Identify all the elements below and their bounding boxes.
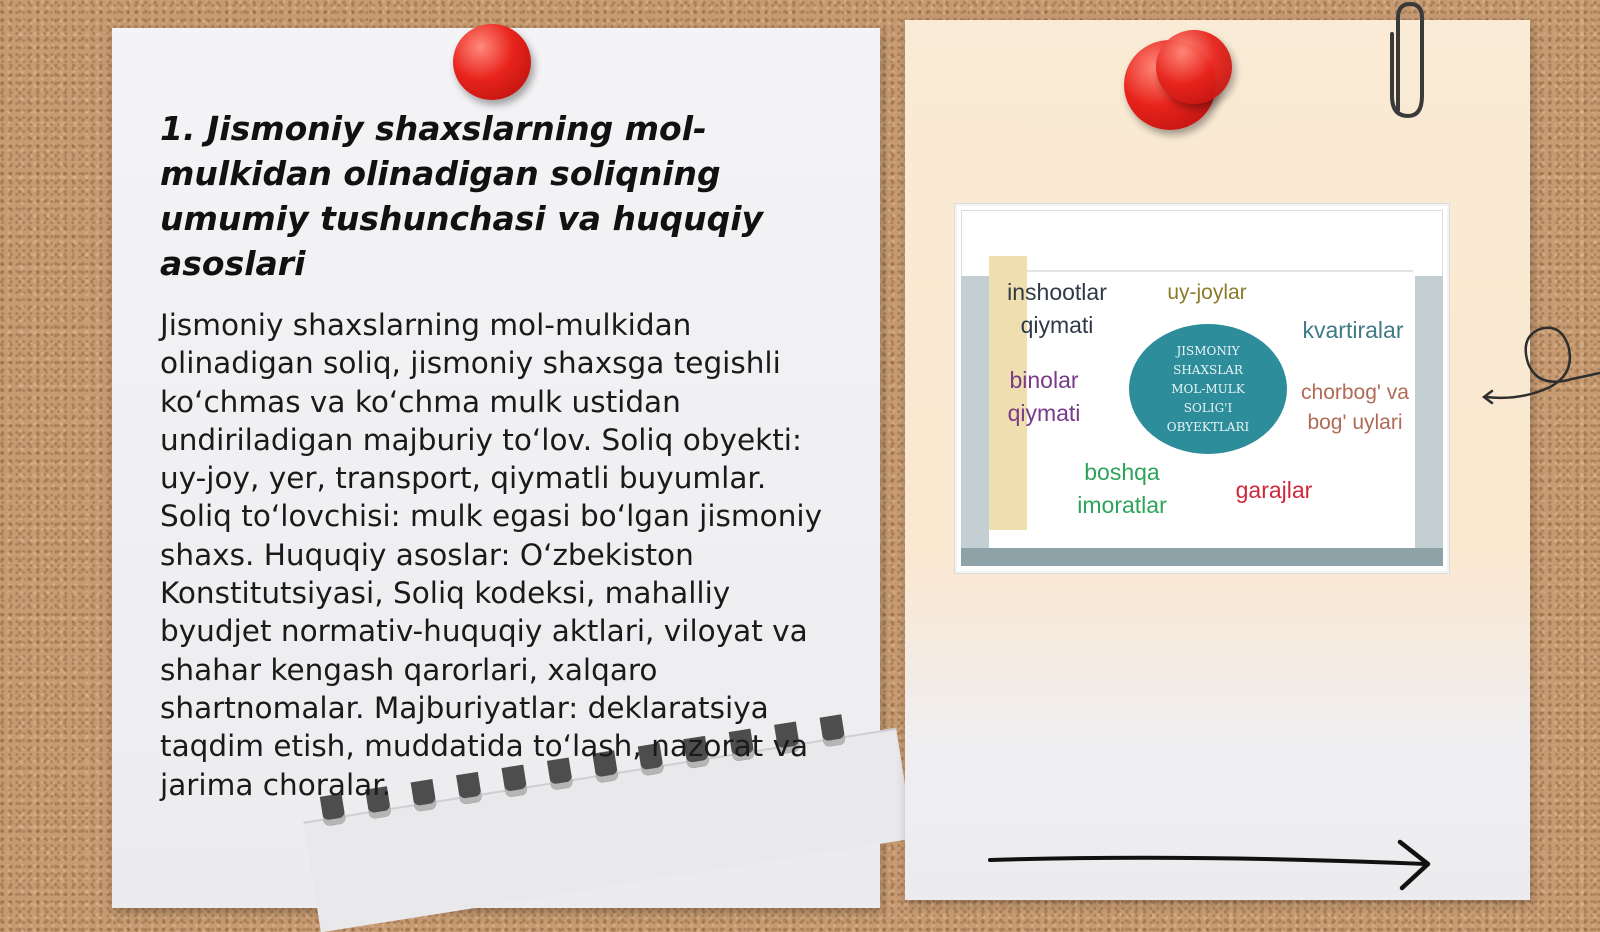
arrow-right-icon (986, 838, 1446, 898)
slide-body-text: Jismoniy shaxslarning mol-mulkidan olinadigan soliq, jismoniy shaxsga tegishli koʻchmas va koʻchma mulk ustidan undiriladigan majburiy toʻlov. Soliq obyekti: uy-joy, yer, transport, qiymatli buyumlar. Soliq toʻlovchisi: mulk egasi boʻlgan jismoniy shaxs. Huquqiy asoslar: Oʻzbekiston Konstitutsiyasi, Soliq kodeksi, mahalliy byudjet normativ-huquqiy aktlari, viloyat va shahar kengash qarorlari, xalqaro shartnomalar. Majburiyatlar: deklaratsiya taqdim etish, muddatida toʻlash, nazorat va jarima choralar. (160, 308, 823, 802)
diagram-label-chorbog: chorbog' va bog' uylari (1301, 381, 1409, 434)
pushpin-icon (453, 24, 531, 100)
diagram-label-boshqa: boshqa imoratlar (1077, 459, 1167, 518)
diagram-center-label: JISMONIY SHAXSLAR MOL-MULK SOLIG'I OBYEKTLARI (1166, 343, 1250, 434)
diagram-label-garajlar: garajlar (1235, 477, 1313, 503)
diagram-label-uy-joylar: uy-joylar (1167, 281, 1247, 304)
pushpin-icon (1156, 30, 1232, 104)
paperclip-icon (1376, 0, 1436, 130)
diagram-label-inshootlar: inshootlar qiymati (1007, 279, 1107, 338)
slide-title: 1. Jismoniy shaxslarning mol-mulkidan olinadigan soliqning umumiy tushunchasi va huquqiy asoslari (160, 109, 764, 283)
diagram-label-kvartiralar: kvartiralar (1302, 317, 1404, 343)
diagram-label-binolar: binolar qiymati (1007, 367, 1081, 426)
diagram-center-circle (1129, 324, 1287, 454)
scribble-doodle-icon (1480, 315, 1600, 415)
property-tax-objects-diagram (955, 204, 1449, 573)
